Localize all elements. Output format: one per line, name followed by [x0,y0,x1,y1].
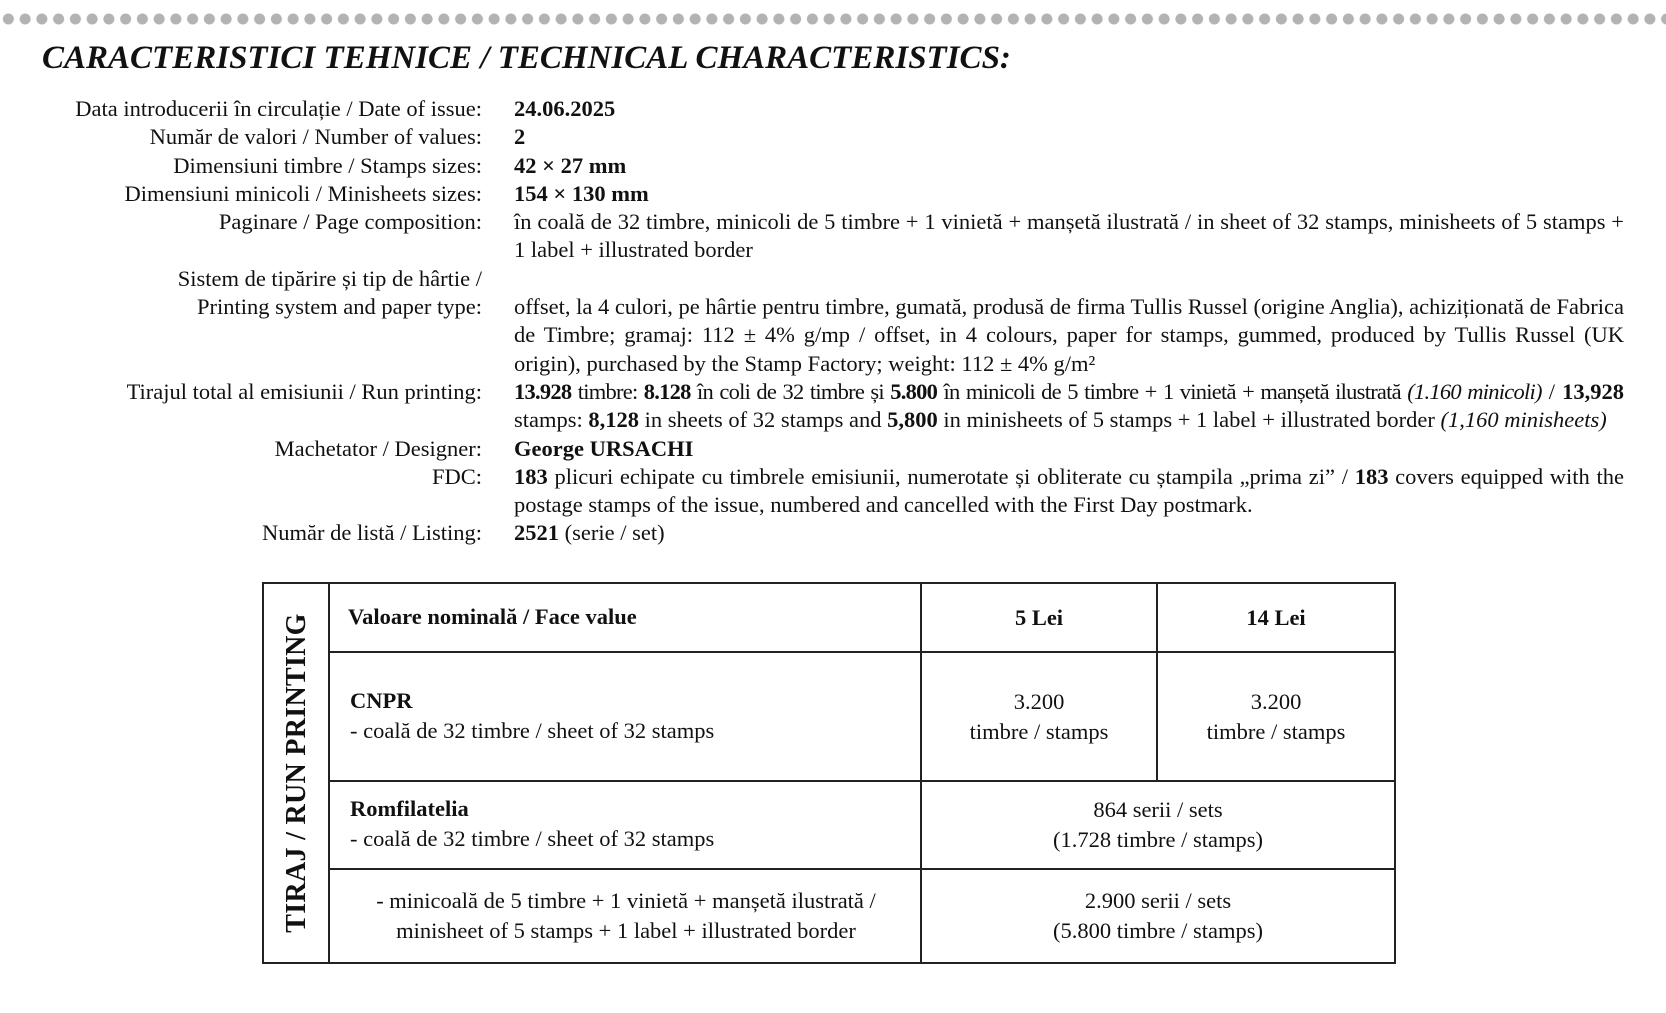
run-total: 13.928 [514,378,572,404]
spec-value: 154 × 130 mm [514,180,649,206]
spec-value: 2 [514,124,526,150]
cnpr-14-lei: 3.200 timbre / stamps [1206,688,1346,744]
spec-row-run-printing [0,378,1666,435]
spec-row-stamp-size [0,152,1666,180]
run-minisheets: 5.800 [890,378,938,404]
spec-row-page-composition [0,208,1666,265]
spec-label: Machetator / Designer: [274,435,482,461]
spec-value: 24.06.2025 [514,96,616,121]
spec-row-printing [0,293,1666,378]
spec-label: Număr de valori / Number of values: [149,124,482,150]
romfilatelia-qty: 864 serii / sets (1.728 timbre / stamps) [1053,797,1263,852]
spec-value: 13.928 timbre: 8.128 în coli de 32 timbre și 5.800 în minicoli de 5 timbre + 1 vinietă + manșetă ilustrată (1.160 minicoli) / 13,928 stamps: 8,128 in sheets of 32 stamps and 5,800 in minisheets of 5 stamps + 1 label + illustrated border (1,160 minisheets) [514,378,1625,433]
spec-row-listing [0,519,1666,547]
spec-label: Număr de listă / Listing: [262,520,482,546]
run-total: 13,928 [1562,378,1625,404]
header-face-value: Valoare nominală / Face value [348,604,637,629]
spec-row-values [0,123,1666,151]
run-printing-table [262,582,1396,964]
page-title: CARACTERISTICI TEHNICE / TECHNICAL CHARACTERISTICS: [42,40,1011,76]
run-sheets: 8.128 [643,378,691,404]
cnpr-5-lei: 3.200 timbre / stamps [969,688,1109,744]
run-note: (1.160 minicoli) [1407,378,1542,404]
specs-list [0,95,1666,548]
spec-label: Dimensiuni minicoli / Minisheets sizes: [124,180,482,206]
spec-label: Printing system and paper type: [197,294,482,320]
minisheet-qty: 2.900 serii / sets (5.800 timbre / stamps) [1053,888,1263,943]
spec-value: offset, la 4 culori, pe hârtie pentru timbre, gumată, produsă de firma Tullis Russel (origine Anglia), achiziționată de Fabrica de Timbre; gramaj: 112 ± 4% g/mp / offset, in 4 colours, paper for stamps, gummed, produced by Tullis Russel (UK origin), purchased by the Stamp Factory; weight: 112 ± 4% g/m² [514,294,1624,376]
romfilatelia-desc: - coală de 32 timbre / sheet of 32 stamps [350,826,715,851]
spec-label: Data introducerii în circulație / Date of issue: [75,96,482,121]
row-cnpr [350,686,714,746]
row-romfilatelia [350,794,714,854]
cnpr-name: CNPR [350,688,413,713]
spec-value: 2521 (serie / set) [514,520,665,546]
romfilatelia-name: Romfilatelia [350,796,469,821]
table-side-title: TIRAJ / RUN PRINTING [264,584,330,962]
spec-label: FDC: [431,463,482,489]
spec-row-minisheet-size [0,180,1666,208]
spec-label: Dimensiuni timbre / Stamps sizes: [173,152,482,178]
header-5-lei: 5 Lei [1014,604,1064,630]
spec-value: 42 × 27 mm [514,152,627,178]
spec-label: Sistem de tipărire și tip de hârtie / [177,265,482,291]
header-14-lei: 14 Lei [1246,604,1306,630]
spec-label: Tirajul total al emisiunii / Run printing: [126,378,482,404]
cnpr-desc: - coală de 32 timbre / sheet of 32 stamps [350,718,715,743]
row-minisheet: - minicoală de 5 timbre + 1 vinietă + manșetă ilustrată / minisheet of 5 stamps + 1 label + illustrated border [376,888,876,943]
run-minisheets: 5,800 [887,407,938,433]
spec-value: 183 plicuri echipate cu timbrele emisiunii, numerotate și obliterate cu ștampila „prima zi” / 183 covers equipped with the postage stamps of the issue, numbered and cancelled with the First Day postmark. [514,463,1625,518]
spec-row-designer [0,435,1666,463]
spec-row-printing-label [0,265,1666,293]
dotted-border [0,13,1666,25]
spec-row-date [0,95,1666,123]
run-sheets: 8,128 [588,407,640,433]
spec-label: Paginare / Page composition: [218,209,482,235]
spec-row-fdc [0,463,1666,520]
run-romanian: 13.928 timbre: 8.128 în coli de 32 timbre și 5.800 în minicoli de 5 timbre + 1 vinietă + manșetă ilustrată (1.160 minicoli) [514,378,1542,404]
spec-value: în coală de 32 timbre, minicoli de 5 timbre + 1 vinietă + manșetă ilustrată / in sheet of 32 stamps, minisheets of 5 stamps + 1 label + illustrated border [514,209,1624,263]
spec-value: George URSACHI [514,435,694,461]
run-note: (1,160 minisheets) [1440,407,1607,433]
